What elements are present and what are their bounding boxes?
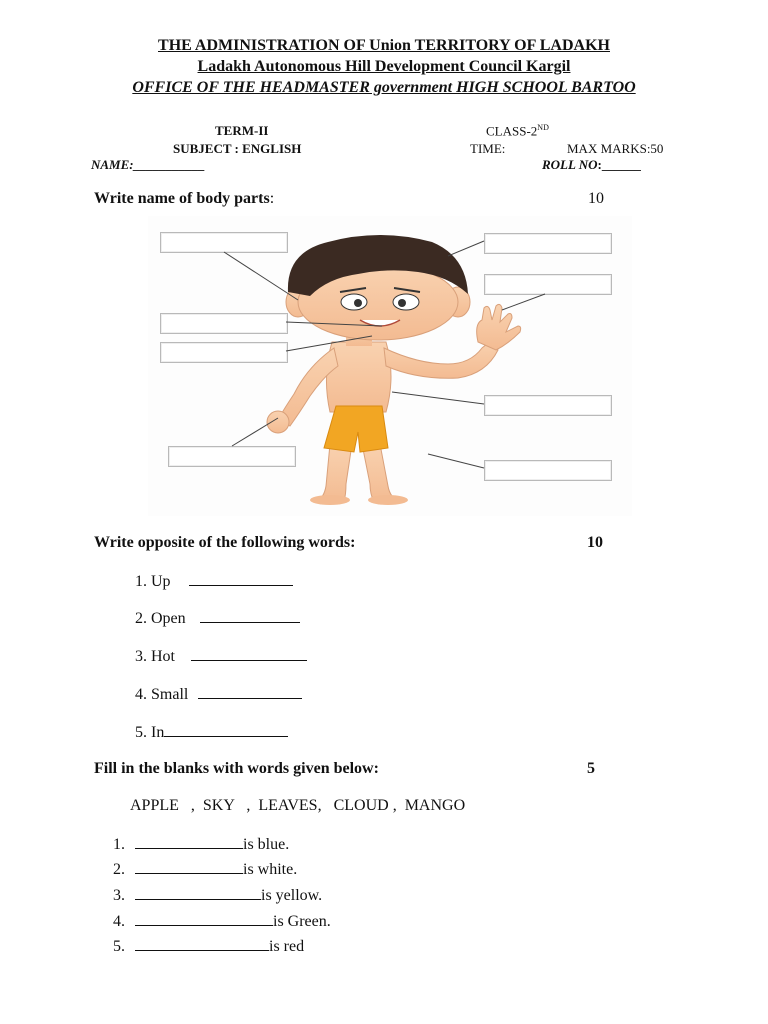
answer-blank[interactable] [191,646,307,661]
school-admin-title: THE ADMINISTRATION OF Union TERRITORY OF LADAKH [158,37,610,54]
fill-item-2: 2. is white. [113,861,298,878]
subject-label: SUBJECT : ENGLISH [173,141,302,156]
council-title: Ladakh Autonomous Hill Development Council Kargil [197,58,571,75]
answer-blank[interactable] [200,608,300,623]
time-label: TIME: [470,141,506,156]
section3-marks: 5 [587,760,595,777]
section2-marks: 10 [587,534,603,551]
office-title: OFFICE OF THE HEADMASTER government HIGH SCHOOL BARTOO [132,79,636,96]
opposite-item-3: 3. Hot [135,646,307,666]
opposite-item-4: 4. Small [135,684,302,704]
section1-marks: 10 [588,190,604,207]
answer-blank[interactable] [164,722,288,737]
answer-blank[interactable] [135,911,273,926]
max-marks-label: MAX MARKS:50 [567,141,664,156]
section2-title: Write opposite of the following words: [94,534,356,551]
answer-blank[interactable] [189,571,293,586]
class-label: CLASS-2ND [486,123,549,139]
opposite-item-1: 1. Up [135,571,293,591]
answer-blank[interactable] [135,859,243,874]
fill-item-4: 4. is Green. [113,913,331,930]
roll-no-field[interactable]: ROLL NO:______ [542,157,641,172]
word-bank: APPLE , SKY , LEAVES, CLOUD , MANGO [130,797,466,814]
fill-item-1: 1. is blue. [113,836,290,853]
name-field[interactable]: NAME:___________ [91,157,206,172]
answer-blank[interactable] [135,936,269,951]
section1-title: Write name of body parts: [94,190,275,207]
term-label: TERM-II [215,123,269,138]
answer-blank[interactable] [135,834,243,849]
fill-item-5: 5. is red [113,938,305,955]
answer-blank[interactable] [198,684,302,699]
answer-blank[interactable] [135,885,261,900]
section3-title: Fill in the blanks with words given below: [94,760,379,777]
opposite-item-2: 2. Open [135,608,300,628]
opposite-item-5: 5. In [135,722,288,742]
fill-item-3: 3. is yellow. [113,887,323,904]
